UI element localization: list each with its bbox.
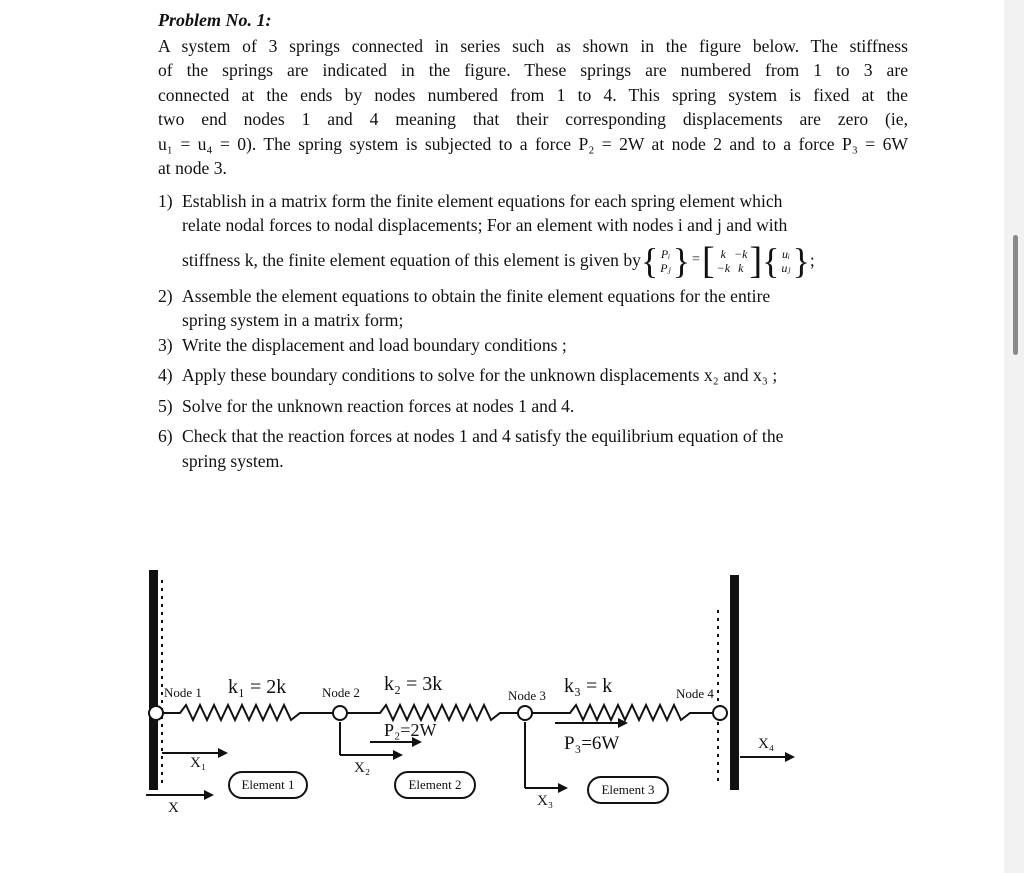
task-item — [158, 189, 908, 284]
x2-arrowhead — [393, 750, 403, 760]
node-2-label: Node 2 — [322, 685, 360, 700]
force-p3-label: P₃=6W — [564, 733, 620, 754]
x3-label: X₃ — [537, 793, 554, 809]
statement-line: of the springs are indicated in the figure. These springs are numbered from 1 to 3 are — [158, 60, 908, 80]
problem-title: Problem No. 1: — [158, 10, 272, 30]
x-axis-arrowhead — [204, 790, 214, 800]
task-line: Assemble the element equations to obtain the finite element equations for the entire — [182, 285, 771, 306]
task-number: 2) — [158, 285, 173, 306]
right-bracket: ] — [749, 239, 763, 282]
spring-1-label: k₁ = 2k — [228, 676, 287, 698]
node-1-circle — [149, 706, 163, 720]
element-1-label: Element 1 — [241, 777, 295, 792]
task-line: Write the displacement and load boundary conditions ; — [182, 334, 567, 355]
task-list — [158, 189, 908, 474]
task-line: relate nodal forces to nodal displacements; For an element with nodes i and j and with — [182, 215, 788, 235]
task-number: 3) — [158, 334, 173, 355]
left-brace: { — [762, 240, 780, 281]
right-brace: } — [792, 240, 810, 281]
element-3-label: Element 3 — [601, 782, 655, 797]
scroll-track[interactable] — [1004, 0, 1024, 873]
force-pj: Pⱼ — [660, 260, 671, 275]
problem-statement — [158, 34, 908, 181]
task-number: 5) — [158, 395, 173, 416]
disp-ui: uᵢ — [782, 246, 790, 261]
force-p2-label: P₂=2W — [384, 720, 437, 740]
statement-line: connected at the ends by nodes numbered from 1 to 4. This spring system is fixed at the — [158, 84, 908, 105]
stiffness-col-1 — [717, 247, 730, 275]
x1-label: X₁ — [190, 755, 207, 771]
spring-1 — [160, 705, 335, 720]
x3-arrowhead — [558, 783, 568, 793]
statement-line: at node 3. — [158, 158, 227, 178]
element-equation — [182, 238, 908, 284]
task-item — [158, 333, 908, 358]
x-coord-label: X — [168, 800, 179, 816]
problem-text — [158, 8, 908, 473]
task-item — [158, 394, 908, 419]
node-3-label: Node 3 — [508, 688, 546, 703]
left-wall — [149, 570, 158, 790]
task-number: 6) — [158, 426, 173, 446]
matrix-entry: k — [738, 260, 744, 275]
stiffness-col-2 — [734, 247, 747, 275]
matrix-entry: −k — [716, 260, 731, 275]
force-p3-arrowhead — [618, 718, 628, 728]
statement-line: two end nodes 1 and 4 meaning that their corresponding displacements are zero (ie, — [158, 109, 908, 129]
task-line: spring system. — [182, 450, 284, 471]
task-item — [158, 284, 908, 333]
task-number: 1) — [158, 190, 173, 211]
spring-2 — [345, 705, 520, 720]
x4-arrowhead — [785, 752, 795, 762]
matrix-entry: k — [720, 246, 726, 261]
spring-3-label: k₃ = k — [564, 675, 613, 697]
left-brace: { — [640, 240, 659, 281]
task-item — [158, 424, 908, 473]
node-4-circle — [713, 706, 727, 720]
equals-sign: = — [692, 252, 700, 268]
spring-3 — [530, 705, 712, 720]
spring-2-label: k₂ = 3k — [384, 673, 443, 695]
left-bracket: [ — [701, 239, 715, 282]
statement-line: A system of 3 springs connected in series such as shown in the figure below. The stiffness — [158, 35, 908, 56]
x2-label: X₂ — [354, 760, 371, 776]
disp-uj: uⱼ — [781, 260, 791, 275]
task-line: spring system in a matrix form; — [182, 310, 404, 330]
displacement-vector — [781, 247, 790, 275]
task-number: 4) — [158, 365, 173, 385]
task-line: Check that the reaction forces at nodes 1 and 4 satisfy the equilibrium equation of the — [182, 426, 784, 446]
equation-lead: stiffness k, the finite element equation of this element is given by — [182, 250, 641, 271]
right-wall — [730, 575, 739, 790]
statement-line: u₁ = u₄ = 0). The spring system is subjected to a force P₂ = 2W at node 2 and to a force P₃ = 6W — [158, 133, 908, 154]
equation-end: ; — [809, 250, 815, 271]
node-3-circle — [518, 706, 532, 720]
matrix-entry: −k — [734, 246, 748, 261]
element-2-box — [394, 771, 476, 799]
element-3-box — [587, 776, 669, 804]
spring-system-figure — [140, 560, 820, 840]
right-brace: } — [672, 240, 691, 281]
node-2-circle — [333, 706, 347, 720]
element-1-box — [228, 771, 308, 799]
force-pi: Pᵢ — [660, 246, 671, 261]
element-2-label: Element 2 — [408, 777, 462, 792]
task-item — [158, 363, 908, 388]
x4-label: X₄ — [758, 736, 775, 752]
task-line: Establish in a matrix form the finite element equations for each spring element which — [182, 190, 783, 211]
node-1-label: Node 1 — [164, 685, 202, 700]
task-line: Apply these boundary conditions to solve for the unknown displacements x₂ and x₃ ; — [182, 365, 778, 385]
x1-arrowhead — [218, 748, 228, 758]
task-line: Solve for the unknown reaction forces at nodes 1 and 4. — [182, 395, 575, 416]
scroll-thumb[interactable] — [1013, 235, 1018, 355]
node-4-label: Node 4 — [676, 686, 714, 701]
force-vector — [660, 247, 671, 275]
